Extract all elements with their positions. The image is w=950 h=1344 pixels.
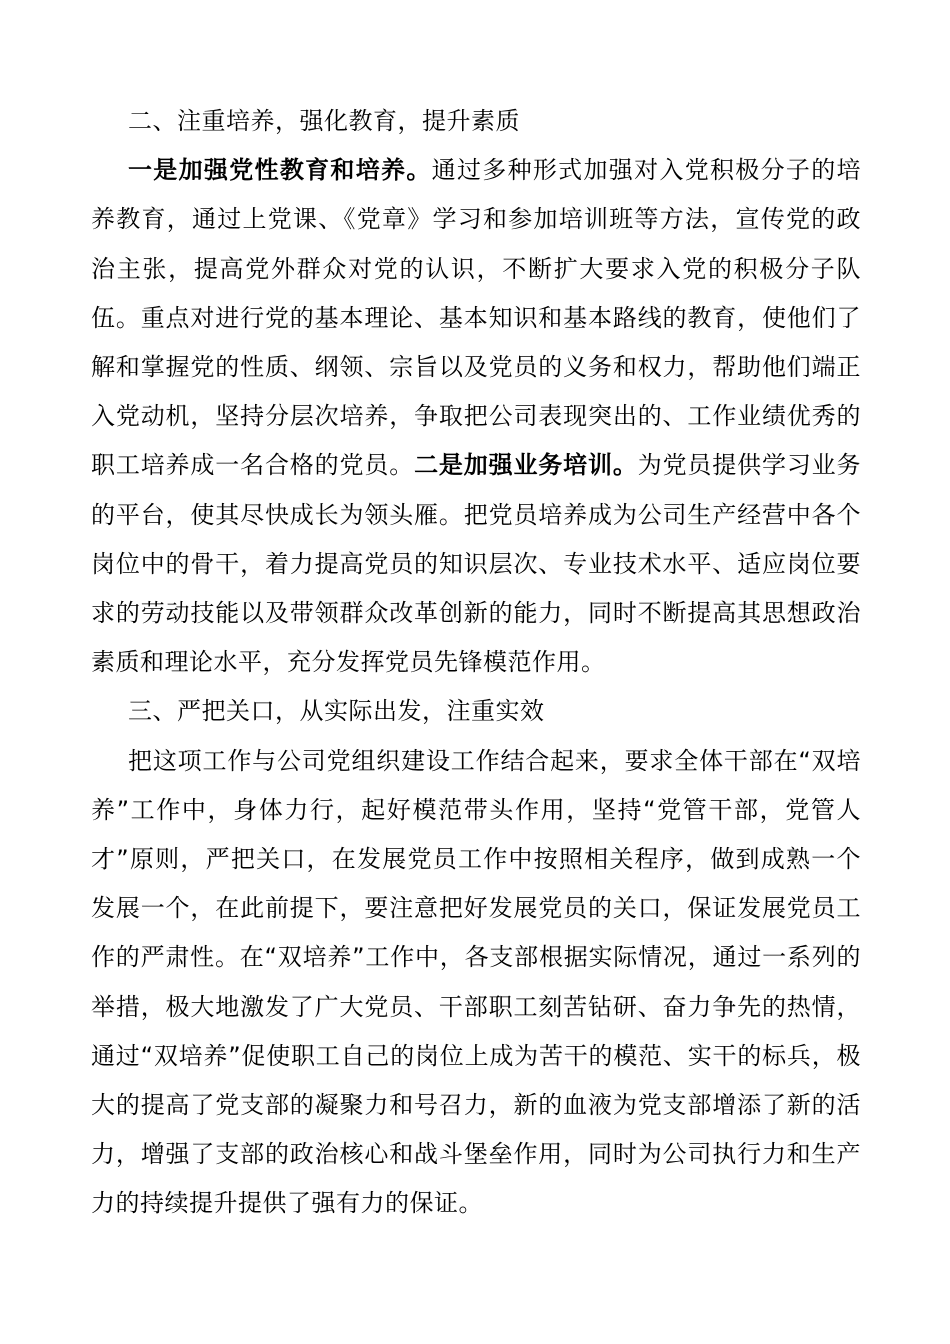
document-page [91, 97, 861, 1229]
paragraph-text-2: 为党员提供学习业务的平台，使其尽快成长为领头雁。把党员培养成为公司生产经营中各个岗位中的骨干，着力提高党员的知识层次、专业技术水平、适应岗位要求的劳动技能以及带领群众改革创新的能力，同时不断提高其思想政治素质和理论水平，充分发挥党员先锋模范作用。 [91, 451, 862, 677]
section-heading-2: 二、注重培养，强化教育，提升素质 [128, 107, 520, 135]
section-heading-3: 三、严把关口，从实际出发，注重实效 [128, 697, 545, 726]
lead-sentence-1: 一是加强党性教育和培养。 [128, 156, 432, 185]
section-2-paragraph [91, 146, 861, 687]
paragraph-text-1: 通过多种形式加强对入党积极分子的培养教育，通过上党课、《党章》学习和参加培训班等方法，宣传党的政治主张，提高党外群众对党的认识，不断扩大要求入党的积极分子队伍。重点对进行党的基本理论、基本知识和基本路线的教育，使他们了解和掌握党的性质、纲领、宗旨以及党员的义务和权力，帮助他们端正入党动机，坚持分层次培养，争取把公司表现突出的、工作业绩优秀的职工培养成一名合格的党员。 [91, 156, 862, 480]
section-3-paragraph: 把这项工作与公司党组织建设工作结合起来，要求全体干部在“双培养”工作中，身体力行，起好模范带头作用，坚持“党管干部，党管人才”原则，严把关口，在发展党员工作中按照相关程序，做到成熟一个发展一个，在此前提下，要注意把好发展党员的关口，保证发展党员工作的严肃性。在“双培养”工作中，各支部根据实际情况，通过一系列的举措，极大地激发了广大党员、干部职工刻苦钻研、奋力争先的热情，通过“双培养”促使职工自己的岗位上成为苦干的模范、实干的标兵，极大的提高了党支部的凝聚力和号召力，新的血液为党支部增添了新的活力，增强了支部的政治核心和战斗堡垒作用，同时为公司执行力和生产力的持续提升提供了强有力的保证。 [91, 746, 861, 1218]
lead-sentence-2: 二是加强业务培训。 [414, 451, 638, 480]
